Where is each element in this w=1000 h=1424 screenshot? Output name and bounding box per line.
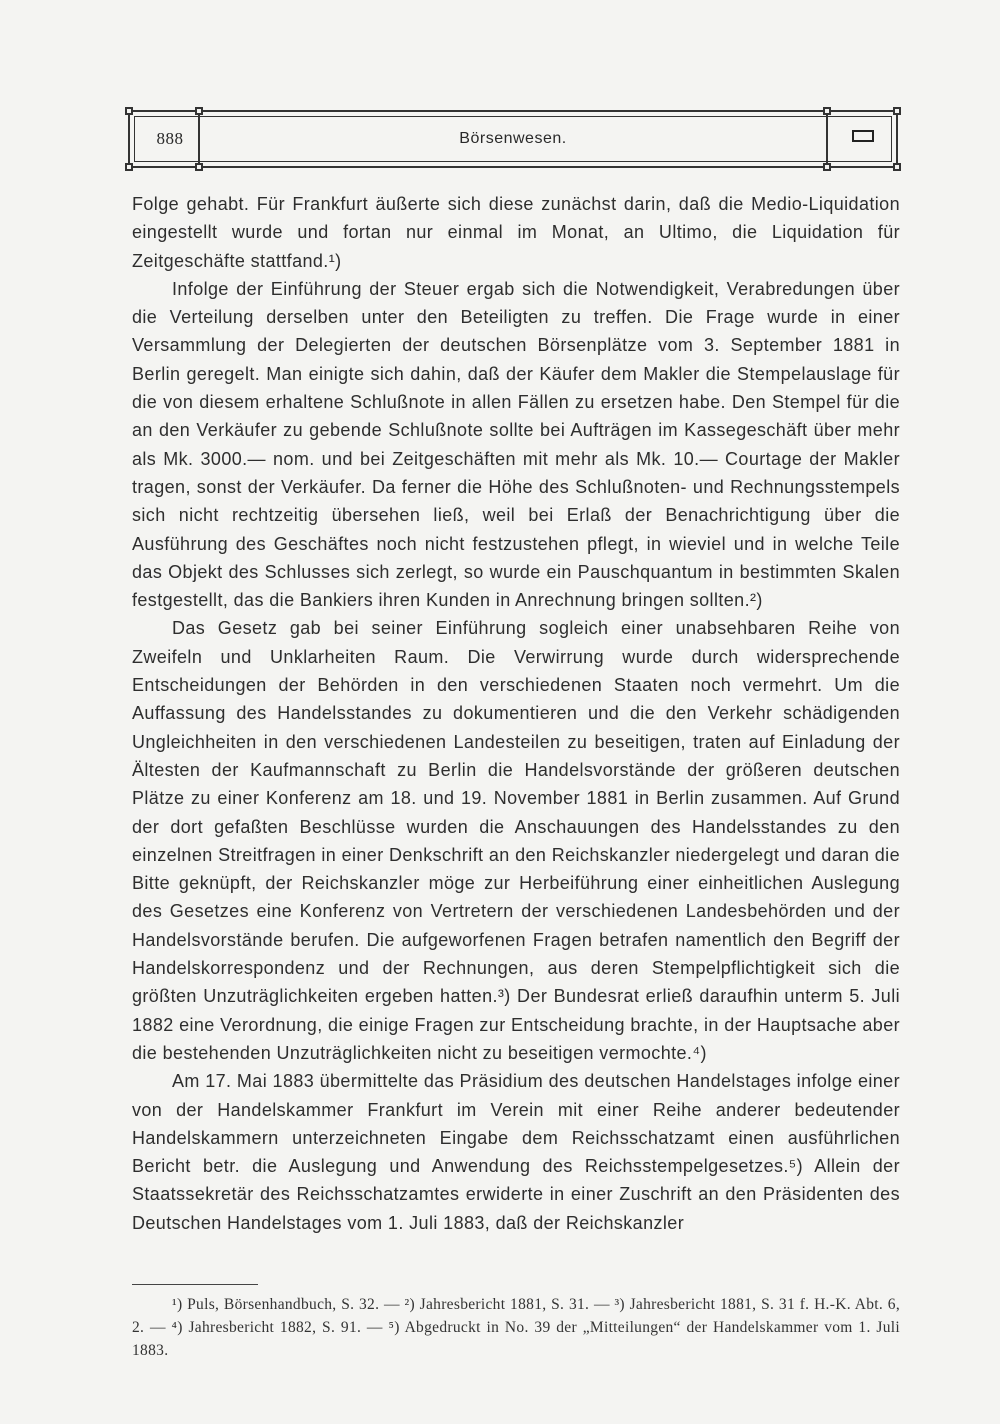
footnote-text: ¹) Puls, Börsenhandbuch, S. 32. — ²) Jahresbericht 1881, S. 31. — ³) Jahresbericht 1881, S. 31 f. H.-K. Abt. 6, 2. — ⁴) Jahresbericht 1882, S. 91. — ⁵) Abgedruckt in No. 39 der „Mitteilungen“ der Handelskammer vom 1. Juli 1883. <box>132 1296 900 1359</box>
page-number: 888 <box>156 129 184 148</box>
footnote-rule <box>132 1284 258 1285</box>
frame-corner-ornament <box>125 107 133 115</box>
running-title: Börsenwesen. <box>459 130 567 147</box>
frame-corner-ornament <box>125 163 133 171</box>
header-divider-right <box>826 110 828 168</box>
footnotes <box>132 1293 900 1362</box>
paragraph: Folge gehabt. Für Frankfurt äußerte sich diese zunächst darin, daß die Medio-Liquidation eingestellt wurde und fortan nur einmal im Monat, an Ultimo, die Liquidation für Zeitgeschäfte stattfand.¹) <box>132 194 900 271</box>
page-header-frame <box>128 110 898 168</box>
frame-corner-ornament <box>893 107 901 115</box>
paragraph: Infolge der Einführung der Steuer ergab sich die Notwendigkeit, Verabredungen über die Verteilung derselben unter den Beteiligten zu treffen. Die Frage wurde in einer Versammlung der Delegierten der deutschen Börsenplätze vom 3. September 1881 in Berlin geregelt. Man einigte sich dahin, daß der Käufer dem Makler die Stempelauslage für die von diesem erhaltene Schlußnote in allen Fällen zu ersetzen habe. Den Stempel für die an den Verkäufer zu gebende Schlußnote sollte bei Aufträgen im Kassegeschäft über mehr als Mk. 3000.— nom. und bei Zeitgeschäften mit mehr als Mk. 10.— Courtage der Makler tragen, sonst der Verkäufer. Da ferner die Höhe des Schlußnoten- und Rechnungsstempels sich nicht rechtzeitig übersehen ließ, weil bei Erlaß der Benachrichtigung über die Ausführung des Geschäftes noch nicht festzustehen pflegt, in wieviel und in welche Teile das Objekt des Schlusses sich zerlegt, so wurde ein Pauschquantum in bestimmten Skalen festgestellt, das die Bankiers ihren Kunden in Anrechnung bringen sollten.²) <box>132 278 900 611</box>
paragraph: Am 17. Mai 1883 übermittelte das Präsidium des deutschen Handelstages infolge einer von der Handelskammer Frankfurt im Verein mit einer Reihe anderer bedeutender Handelskammern unterzeichneten Eingabe dem Reichsschatzamt einen ausführlichen Bericht betr. die Auslegung und Anwendung des Reichsstempelgesetzes.⁵) Allein der Staatssekretär des Reichsschatzamtes erwiderte in einer Zuschrift an den Präsidenten des Deutschen Handelstages vom 1. Juli 1883, daß der Reichskanzler <box>132 1071 900 1233</box>
frame-corner-ornament <box>823 163 831 171</box>
frame-corner-ornament <box>893 163 901 171</box>
header-box-ornament <box>852 130 874 142</box>
paragraph: Das Gesetz gab bei seiner Einführung sogleich einer unabsehbaren Reihe von Zweifeln und Unklarheiten Raum. Die Verwirrung wurde durch widersprechende Entscheidungen der Behörden in den verschiedenen Staaten noch vermehrt. Um die Auffassung des Handelsstandes zu dokumentieren und die den Verkehr schädigenden Ungleichheiten in den verschiedenen Landesteilen zu beseitigen, traten auf Einladung der Ältesten der Kaufmannschaft zu Berlin die Handelsvorstände der größeren deutschen Plätze zu einer Konferenz am 18. und 19. November 1881 in Berlin zusammen. Auf Grund der dort gefaßten Beschlüsse wurden die Anschauungen des Handelsstandes zu den einzelnen Streitfragen in einer Denkschrift an den Reichskanzler niedergelegt und daran die Bitte geknüpft, der Reichskanzler möge zur Herbeiführung einer einheitlichen Auslegung des Gesetzes eine Konferenz von Vertretern der verschiedenen Landesbehörden und der Handelsvorstände berufen. Die aufgeworfenen Fragen betrafen namentlich den Begriff der Handelskorrespondenz und der Rechnungen, aus deren Stempelpflichtigkeit sich die größten Unzuträglichkeiten ergeben hatten.³) Der Bundesrat erließ daraufhin unterm 5. Juli 1882 eine Verordnung, die einige Fragen zur Entscheidung brachte, in der Hauptsache aber die bestehenden Unzuträglichkeiten nicht zu beseitigen vermochte.⁴) <box>132 618 900 1063</box>
frame-corner-ornament <box>823 107 831 115</box>
body-text <box>132 190 900 1237</box>
